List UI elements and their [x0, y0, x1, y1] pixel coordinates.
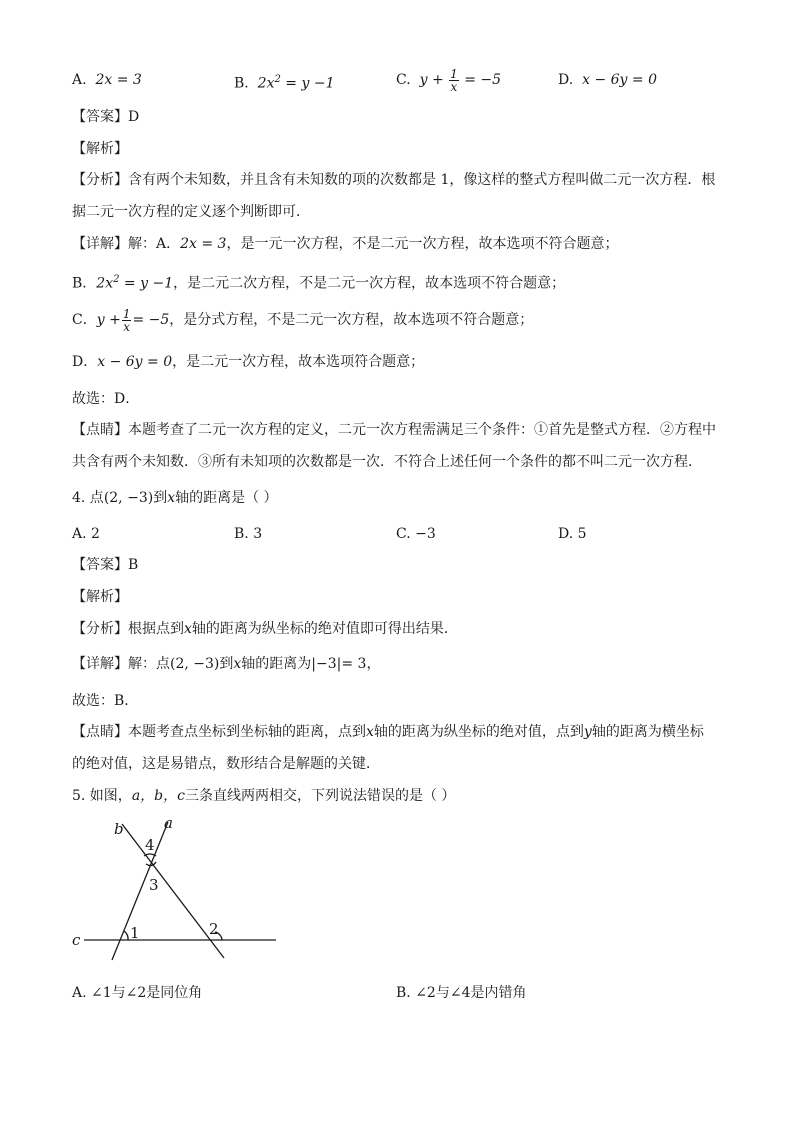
option-expression-rest: = y −1 [280, 75, 335, 92]
label-a: a [164, 814, 173, 832]
detail-expression: x − 6y = 0 [97, 354, 173, 370]
dianjing-mid: 轴的距离为纵坐标的绝对值，点到 [373, 724, 584, 740]
q3-dianjing-line2 [72, 452, 702, 472]
q3-answer [72, 107, 139, 127]
fenxi-text: 含有两个未知数，并且含有未知数的项的次数都是 1，像这样的整式方程叫做二元一次方程．根 [128, 172, 716, 188]
option-value: −3 [415, 526, 436, 542]
option-value: 5 [577, 526, 587, 542]
xiangjie-tag: 【详解】 [72, 236, 128, 252]
detail-prefix: B． [72, 275, 97, 292]
label-b: b [114, 820, 124, 838]
detail-mid2: 轴的距离为 [241, 656, 312, 672]
detail-expression-exponent: 2 [113, 274, 120, 285]
q4-option-c[interactable] [396, 524, 436, 544]
dianjing-text: 共含有两个未知数．③所有未知项的次数都是一次．不符合上述任何一个条件的都不叫二元一次方程． [72, 454, 702, 470]
q3-option-a[interactable] [72, 70, 142, 90]
q4-fenxi [72, 619, 458, 639]
angle-34-arc-upper [144, 854, 156, 856]
q3-detail-a [72, 234, 618, 254]
fraction-denominator: x [450, 79, 458, 94]
option-label: A. [72, 526, 87, 542]
q3-fenxi-line1 [72, 170, 715, 190]
stem-suffix: 轴的距离是（ ） [175, 490, 278, 506]
detail-point: (2, −3) [170, 656, 220, 672]
detail-expression-left: y + [96, 312, 121, 328]
fraction [449, 68, 459, 93]
detail-pre: 解：点 [128, 656, 170, 672]
q3-option-c[interactable] [396, 62, 501, 98]
stem-suffix: 三条直线两两相交，下列说法错误的是（ ） [184, 788, 456, 804]
dianjing-axis-y: y [583, 724, 592, 740]
fraction-denominator: x [123, 319, 131, 334]
detail-text: ，是一元一次方程，不是二元一次方程，故本选项不符合题意； [226, 236, 619, 252]
stem-mid: 到 [153, 490, 168, 506]
option-label: A. [72, 72, 87, 88]
detail-text: ，是二元一次方程，故本选项符合题意； [172, 354, 425, 370]
dianjing-axis-x: x [366, 724, 374, 740]
stem-point: (2, −3) [103, 490, 154, 506]
q3-analysis-heading [72, 139, 128, 159]
detail-expression: 2x = 3 [180, 236, 227, 252]
detail-axis-x: x [233, 656, 242, 672]
q3-detail-d [72, 352, 424, 372]
detail-expression-rest: = y −1 [119, 275, 174, 292]
q5-option-a[interactable] [72, 983, 202, 1003]
q5-stem [72, 786, 455, 806]
detail-abs: |−3|= 3 [311, 656, 367, 672]
fraction-numerator: 1 [122, 306, 131, 321]
angle-3-label: 3 [149, 876, 159, 894]
stem-axis-x: x [167, 490, 176, 506]
choice-text: 故选：B． [72, 693, 139, 709]
fraction [122, 308, 132, 333]
q5-option-b[interactable] [396, 983, 526, 1003]
option-expression-right: = −5 [464, 72, 502, 88]
stem-variables: a，b，c [131, 788, 185, 804]
fenxi-text: 据二元一次方程的定义逐个判断即可． [72, 204, 310, 220]
q3-detail-b [72, 270, 565, 294]
dianjing-tag: 【点睛】 [72, 422, 128, 438]
detail-prefix: 解：A． [128, 236, 181, 252]
stem-prefix: 4. 点 [72, 490, 104, 506]
q4-choice [72, 691, 138, 711]
option-value: 3 [253, 526, 263, 542]
fenxi-axis-x: x [184, 621, 192, 637]
q4-stem [72, 488, 278, 508]
line-a [112, 822, 168, 960]
detail-expression-right: = −5 [132, 312, 170, 328]
q3-option-b[interactable] [234, 70, 334, 94]
three-lines-figure [64, 812, 284, 972]
q4-option-d[interactable] [558, 524, 587, 544]
angle-1-label: 1 [130, 924, 140, 942]
label-c: c [72, 931, 81, 949]
q4-analysis-heading [72, 587, 128, 607]
detail-expression-base: 2x [96, 275, 114, 292]
q3-choice [72, 389, 139, 409]
answer-tag: 【答案】 [72, 557, 128, 573]
angle-2-label: 2 [209, 920, 219, 938]
option-value: 2 [91, 526, 100, 542]
option-expression-exponent: 2 [274, 74, 281, 85]
detail-prefix: C． [72, 312, 97, 328]
q4-option-b[interactable] [234, 524, 262, 544]
option-expression-left: y + [419, 72, 444, 88]
q4-dianjing-line2 [72, 754, 380, 774]
analysis-tag: 【解析】 [72, 589, 128, 605]
answer-value: B [128, 557, 139, 573]
fenxi-tag: 【分析】 [72, 172, 128, 188]
option-text: ∠2与∠4是内错角 [415, 985, 527, 1001]
q3-dianjing-line1 [72, 420, 716, 440]
option-label: B. [234, 526, 249, 542]
fenxi-text-pre: 根据点到 [128, 621, 184, 637]
q3-fenxi-line2 [72, 202, 310, 222]
choice-text: 故选：D． [72, 391, 140, 407]
dianjing-tag: 【点睛】 [72, 724, 128, 740]
angle-4-label: 4 [145, 836, 155, 854]
fenxi-text-post: 轴的距离为纵坐标的绝对值即可得出结果． [191, 621, 458, 637]
stem-prefix: 5. 如图， [72, 788, 132, 804]
dianjing-text: 的绝对值，这是易错点，数形结合是解题的关键． [72, 756, 380, 772]
angle-1-arc [124, 931, 128, 940]
answer-value: D [128, 109, 140, 125]
option-label: C. [396, 526, 411, 542]
option-label: B. [234, 75, 249, 92]
option-label: A. [72, 985, 87, 1001]
dianjing-text: 本题考查了二元一次方程的定义，二元一次方程需满足三个条件：①首先是整式方程．②方程中 [128, 422, 716, 438]
fenxi-tag: 【分析】 [72, 621, 128, 637]
option-label: D. [558, 526, 574, 542]
option-text: ∠1与∠2是同位角 [91, 985, 203, 1001]
analysis-tag: 【解析】 [72, 141, 128, 157]
option-expression: x − 6y = 0 [582, 72, 657, 88]
detail-prefix: D． [72, 354, 98, 370]
q3-detail-c [72, 302, 533, 338]
q4-detail [72, 654, 380, 674]
answer-tag: 【答案】 [72, 109, 128, 125]
detail-end: ， [366, 656, 381, 672]
dianjing-pre: 本题考查点坐标到坐标轴的距离，点到 [128, 724, 366, 740]
option-label: D. [558, 72, 574, 88]
option-label: B. [396, 985, 411, 1001]
q4-option-a[interactable] [72, 524, 100, 544]
detail-text: ，是二元二次方程，不是二元一次方程，故本选项不符合题意； [173, 275, 566, 292]
fraction-numerator: 1 [450, 66, 458, 81]
xiangjie-tag: 【详解】 [72, 656, 128, 672]
dianjing-post: 轴的距离为横坐标 [591, 724, 704, 740]
q4-dianjing-line1 [72, 722, 704, 742]
option-expression: 2x = 3 [95, 72, 142, 88]
option-label: C. [396, 72, 411, 88]
q3-option-d[interactable] [558, 70, 657, 90]
detail-text: ，是分式方程，不是二元一次方程，故本选项不符合题意； [169, 312, 534, 328]
q4-answer [72, 555, 138, 575]
detail-mid: 到 [219, 656, 234, 672]
option-expression-base: 2x [257, 75, 275, 92]
